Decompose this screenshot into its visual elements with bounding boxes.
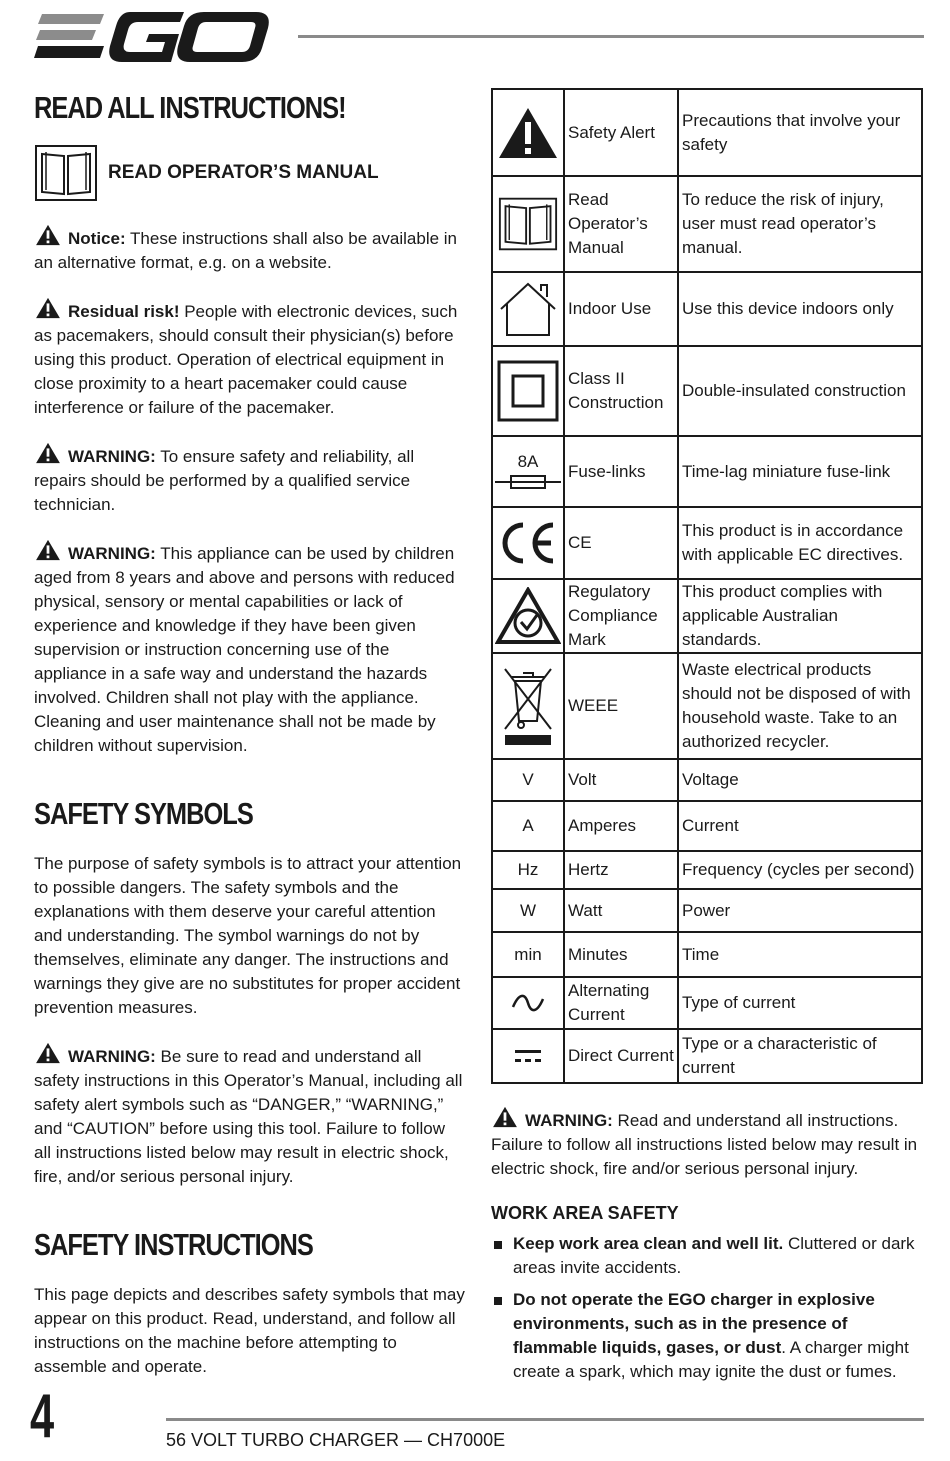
table-row [492, 346, 922, 436]
warning-read-manual-paragraph: WARNING: Be sure to read and understand all safety instructions in this Operator’s Manual, including all safety alert symbols such as “DANGER,” “WARNING,” and “CAUTION” before using this tool. Failure to follow all instructions listed below may result in electric shock, fire, and/or serious personal injury. [34, 1042, 466, 1189]
safety-symbols-title: SAFETY SYMBOLS [34, 796, 253, 831]
ac-wave-icon [511, 993, 545, 1013]
symbol-description: Type or a characteristic of current [678, 1029, 922, 1083]
symbol-name: CE [564, 507, 678, 579]
symbol-name: Regulatory Compliance Mark [564, 579, 678, 653]
table-row [492, 851, 922, 889]
symbol-description: Double-insulated construction [678, 346, 922, 436]
symbol-description: Waste electrical products should not be disposed of with household waste. Take to an authorized recycler. [678, 653, 922, 759]
symbol-description: Power [678, 889, 922, 932]
symbol-description: Time [678, 932, 922, 977]
list-item: Do not operate the EGO charger in explosive environments, such as in the presence of flammable liquids, gases, or dust. A charger might create a spark, which may ignite the dust or fumes. [491, 1288, 923, 1384]
symbol-description: This product complies with applicable Australian standards. [678, 579, 922, 653]
ego-logo [34, 8, 274, 64]
symbol-text: min [492, 932, 564, 977]
symbol-name: Amperes [564, 801, 678, 851]
list-item: Keep work area clean and well lit. Cluttered or dark areas invite accidents. [491, 1232, 923, 1280]
safety-symbols-table [491, 88, 923, 1084]
book-icon [498, 196, 558, 252]
house-icon [497, 281, 559, 337]
residual-risk-paragraph: Residual risk! People with electronic devices, such as pacemakers, should consult their physician(s) before using this product. Operation of electrical equipment in close proximity to a heart pacemaker could cause interference or failure of the pacemaker. [34, 297, 466, 420]
safety-alert-icon [34, 539, 62, 561]
dc-icon [513, 1047, 543, 1065]
symbol-name: Read Operator’s Manual [564, 176, 678, 272]
safety-instructions-paragraph: This page depicts and describes safety symbols that may appear on this product. Read, understand, and follow all instructions on the machine before attempting to assemble and operate. [34, 1285, 465, 1376]
table-row [492, 977, 922, 1029]
table-row [492, 176, 922, 272]
read-instructions-title: READ ALL INSTRUCTIONS! [34, 90, 346, 125]
symbol-name: Safety Alert [564, 89, 678, 176]
warning-paragraph: WARNING: Read and understand all instructions. Failure to follow all instructions listed below may result in electric shock, fire and/or serious personal injury. [491, 1106, 923, 1181]
table-row [492, 507, 922, 579]
left-column [34, 88, 466, 1379]
page-number: 4 [30, 1382, 55, 1451]
footer-title: 56 VOLT TURBO CHARGER — CH7000E [166, 1430, 506, 1450]
read-manual-label: READ OPERATOR’S MANUAL [108, 162, 379, 183]
safety-alert-icon [491, 1106, 519, 1128]
class-ii-icon [497, 360, 559, 422]
symbol-description: This product is in accordance with applicable EC directives. [678, 507, 922, 579]
symbol-name: WEEE [564, 653, 678, 759]
symbol-description: Voltage [678, 759, 922, 801]
footer-rule [166, 1418, 924, 1421]
symbol-description: Current [678, 801, 922, 851]
symbol-name: Alternating Current [564, 977, 678, 1029]
symbol-text: Hz [492, 851, 564, 889]
table-row [492, 653, 922, 759]
symbol-description: To reduce the risk of injury, user must read operator’s manual. [678, 176, 922, 272]
book-icon [34, 144, 98, 202]
warning-children-paragraph: WARNING: This appliance can be used by children aged from 8 years and above and persons with reduced physical, sensory or mental capabilities or lack of experience and knowledge if they have been given supervision or instruction concerning use of the appliance in a safe way and understand the hazards involved. Children shall not play with the appliance. Cleaning and user maintenance shall not be made by children without supervision. [34, 539, 466, 758]
fuse-icon [493, 472, 563, 492]
header-rule [298, 35, 924, 38]
safety-alert-icon [34, 1042, 62, 1064]
table-row [492, 801, 922, 851]
symbol-name: Direct Current [564, 1029, 678, 1083]
rcm-icon [495, 587, 561, 645]
safety-instructions-title: SAFETY INSTRUCTIONS [34, 1227, 313, 1262]
work-area-safety-heading: WORK AREA SAFETY [491, 1203, 679, 1223]
safety-alert-icon [497, 106, 559, 160]
weee-bin-icon [499, 663, 557, 749]
notice-paragraph: Notice: These instructions shall also be available in an alternative format, e.g. on a website. [34, 224, 466, 275]
warning-repairs-paragraph: WARNING: To ensure safety and reliability, all repairs should be performed by a qualified service technician. [34, 442, 466, 517]
safety-alert-icon [34, 297, 62, 319]
symbol-name: Class II Construction [564, 346, 678, 436]
symbol-name: Hertz [564, 851, 678, 889]
fuse-rating: 8A [517, 451, 539, 471]
table-row [492, 932, 922, 977]
table-row [492, 272, 922, 346]
table-row [492, 889, 922, 932]
symbol-description: Use this device indoors only [678, 272, 922, 346]
symbol-name: Indoor Use [564, 272, 678, 346]
symbol-text: A [492, 801, 564, 851]
right-column-text [491, 1106, 923, 1392]
symbol-name: Volt [564, 759, 678, 801]
table-row [492, 89, 922, 176]
symbol-text: W [492, 889, 564, 932]
symbol-description: Time-lag miniature fuse-link [678, 436, 922, 507]
symbol-description: Precautions that involve your safety [678, 89, 922, 176]
symbol-name: Watt [564, 889, 678, 932]
read-manual-row [34, 144, 466, 202]
table-row [492, 1029, 922, 1083]
symbol-description: Frequency (cycles per second) [678, 851, 922, 889]
symbol-name: Fuse-links [564, 436, 678, 507]
symbol-name: Minutes [564, 932, 678, 977]
table-row [492, 579, 922, 653]
safety-alert-icon [34, 442, 62, 464]
table-row [492, 759, 922, 801]
safety-symbols-paragraph: The purpose of safety symbols is to attract your attention to possible dangers. The safety symbols and the explanations with them deserve your careful attention and understanding. The symbol warnings do not by themselves, eliminate any danger. The instructions and warnings they give are no substitutes for proper accident prevention measures. [34, 854, 462, 1017]
safety-alert-icon [34, 224, 62, 246]
work-area-list [491, 1232, 923, 1384]
ce-mark-icon [497, 519, 559, 567]
table-row [492, 436, 922, 507]
symbol-description: Type of current [678, 977, 922, 1029]
symbol-text: V [492, 759, 564, 801]
